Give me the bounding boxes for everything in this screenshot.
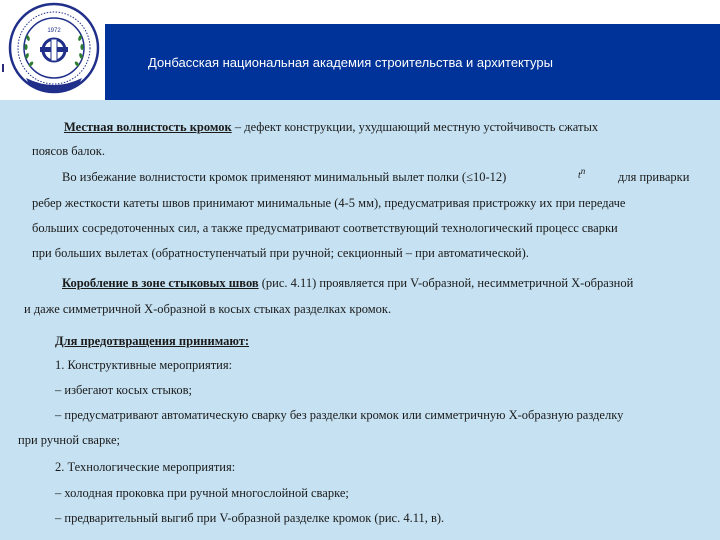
item-1a: – избегают косых стыков; — [55, 383, 192, 397]
prevention-heading: Для предотвращения принимают: — [55, 334, 250, 348]
header — [0, 0, 720, 100]
paragraph-2-line-4: при больших вылетах (обратноступенчатый при ручной; секционный – при автоматической). — [32, 246, 529, 260]
item-2-heading: 2. Технологические мероприятия: — [55, 460, 236, 474]
item-2a: – холодная проковка при ручной многослойной сварке; — [55, 486, 349, 500]
academy-logo — [4, 2, 104, 98]
paragraph-3-line-2: и даже симметричной Х-образной в косых стыках разделках кромок. — [24, 302, 392, 316]
item-2b: – предварительный выгиб при V-образной разделке кромок (рис. 4.11, в). — [55, 511, 445, 525]
paragraph-2-line-3: больших сосредоточенных сил, а также предусматривают соответствующий технологический процесс сварки — [32, 221, 618, 235]
slide-content — [0, 100, 720, 540]
flange-thickness-symbol: $t^п$ — [578, 166, 586, 181]
item-1-heading: 1. Конструктивные мероприятия: — [55, 358, 233, 372]
term-local-waviness: Местная волнистость кромок — [64, 120, 232, 134]
logo-year: 1972 — [47, 28, 61, 34]
item-1b-line-1: – предусматривают автоматическую сварку без разделки кромок или симметричную Х-образную разделку — [55, 408, 624, 422]
item-1b-line-2: при ручной сварке; — [18, 433, 120, 447]
paragraph-2-line-2: ребер жесткости катеты швов принимают минимальные (4-5 мм), предусматривая пристрожку их при передаче — [32, 196, 626, 210]
emblem-icon — [40, 39, 68, 61]
term-butt-weld-warping: Коробление в зоне стыковых швов — [62, 276, 259, 290]
paragraph-2-line-1a: Во избежание волнистости кромок применяют минимальный вылет полки (≤10-12) — [62, 170, 507, 184]
paragraph-2-line-1b: для приварки — [618, 170, 690, 184]
paragraph-1-line-1: Местная волнистость кромок – дефект конструкции, ухудшающий местную устойчивость сжатых — [64, 120, 599, 134]
header-title: Донбасская национальная академия строительства и архитектуры — [148, 55, 553, 70]
paragraph-3-line-1: Коробление в зоне стыковых швов (рис. 4.11) проявляется при V-образной, несимметричной Х-образной — [62, 276, 634, 290]
paragraph-1-line-2: поясов балок. — [32, 144, 105, 158]
